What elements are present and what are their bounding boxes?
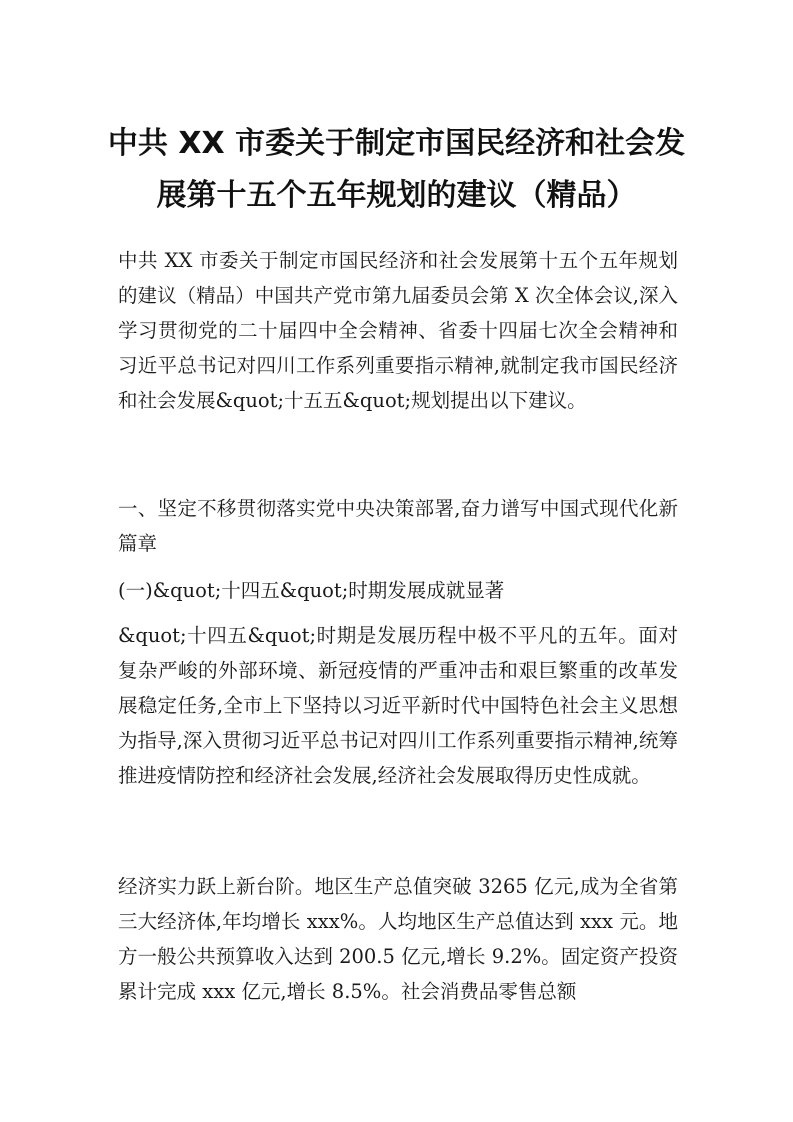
section-heading: 一、坚定不移贯彻落实党中央决策部署,奋力谱写中国式现代化新篇章 — [118, 497, 678, 555]
achievements-paragraph-block — [118, 618, 678, 793]
intro-paragraph-block — [118, 243, 678, 418]
sub-heading: (一)&quot;十四五&quot;时期发展成就显著 — [118, 579, 505, 602]
document-title-line-1: 中共 XX 市委关于制定市国民经济和社会发 — [107, 126, 686, 161]
sub-heading-block — [118, 573, 678, 608]
intro-paragraph: 中共 XX 市委关于制定市国民经济和社会发展第十五个五年规划的建议（精品）中国共产党市第九届委员会第 X 次全体会议,深入学习贯彻党的二十届四中全会精神、省委十四届七次全会精神和习近平总书记对四川工作系列重要指示精神,就制定我市国民经济和社会发展&quot;十五五&quot;规划提出以下建议。 — [118, 249, 678, 412]
economy-paragraph-block — [118, 869, 678, 1009]
document-title-line-2: 展第十五个五年规划的建议（精品） — [156, 178, 637, 213]
section-heading-block — [118, 491, 678, 561]
economy-paragraph: 经济实力跃上新台阶。地区生产总值突破 3265 亿元,成为全省第三大经济体,年均增长 xxx%。人均地区生产总值达到 xxx 元。地方一般公共预算收入达到 200.5 亿元,增长 9.2%。固定资产投资累计完成 xxx 亿元,增长 8.5%。社会消费品零售总额 — [118, 875, 678, 1003]
achievements-paragraph: &quot;十四五&quot;时期是发展历程中极不平凡的五年。面对复杂严峻的外部环境、新冠疫情的严重冲击和艰巨繁重的改革发展稳定任务,全市上下坚持以习近平新时代中国特色社会主义思想为指导,深入贯彻习近平总书记对四川工作系列重要指示精神,统筹推进疫情防控和经济社会发展,经济社会发展取得历史性成就。 — [118, 624, 678, 787]
